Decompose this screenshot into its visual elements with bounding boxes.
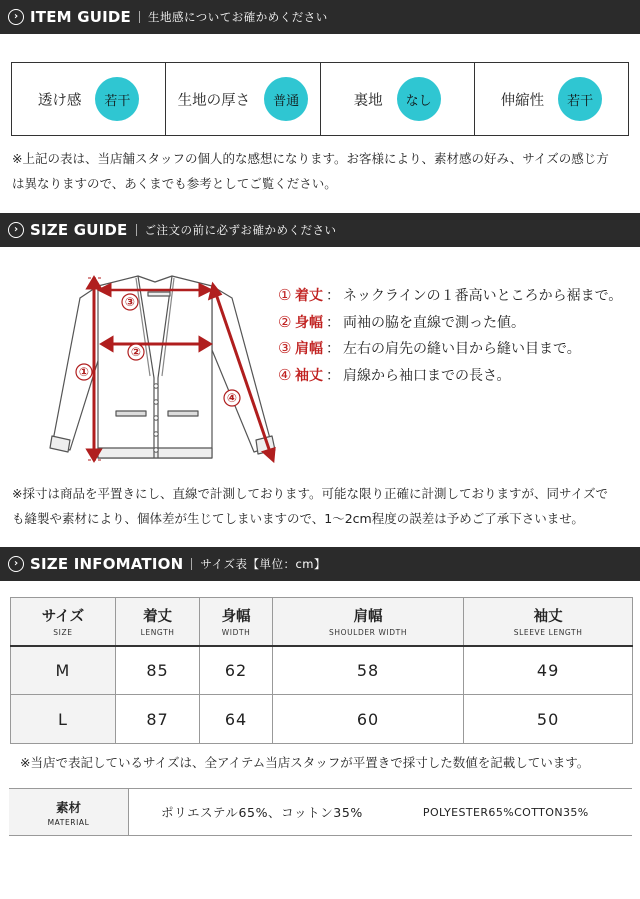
table-cell: 64 [200,695,273,744]
chevron-right-icon: › [8,556,24,572]
column-header: 袖丈 SLEEVE LENGTH [464,598,633,646]
section-title: SIZE INFOMATION [30,555,184,573]
chevron-right-icon: › [8,9,24,25]
table-row [11,695,633,744]
legend-colon: ： [326,341,340,358]
size-info-note: ※当店で表記しているサイズは、全アイテム当店スタッフが平置きで採寸した数値を記載しています。 [20,755,590,770]
table-cell: 49 [464,646,633,695]
material-jp: ポリエステル65%、コットン35% [161,805,363,820]
cardigan-diagram [40,268,290,468]
table-cell: 60 [272,695,463,744]
material-row [9,788,632,836]
legend-row [278,335,622,362]
item-guide-badge: 若干 [95,77,139,121]
column-header: サイズ SIZE [11,598,116,646]
item-guide-cell [475,63,628,135]
material-label-jp: 素材 [55,799,81,815]
marker-1: ① [78,365,90,379]
legend-desc: 左右の肩先の縫い目から縫い目まで。 [343,341,581,358]
legend-number: ② [278,312,292,331]
column-header: 身幅 WIDTH [200,598,273,646]
note-line: ※採寸は商品を平置きにし、直線で計測しております。可能な限り正確に計測しておりますが、同サイズで [12,486,608,501]
section-subtitle: サイズ表【単位：cm】 [200,557,326,571]
material-label-en: MATERIAL [47,817,90,827]
item-guide-label: 透け感 [37,92,82,109]
column-header: 肩幅 SHOULDER WIDTH [272,598,463,646]
legend-row [278,362,622,389]
legend-row [278,309,622,336]
size-guide-note [12,481,632,531]
size-info-header [0,547,640,581]
table-cell: 62 [200,646,273,695]
marker-4: ④ [226,391,238,405]
legend-desc: 両袖の脇を直線で測った値。 [343,314,525,331]
section-title: ITEM GUIDE [30,8,131,26]
divider [191,558,192,570]
material-en: POLYESTER65%COTTON35% [422,805,589,819]
note-line: も縫製や素材により、個体差が生じてしまいますので、1〜2cm程度の誤差は予めご了承下さいませ。 [12,511,584,526]
legend-key: 着丈 [295,288,323,305]
table-row [11,646,633,695]
legend-colon: ： [326,288,340,305]
item-guide-cell [321,63,475,135]
item-guide-table [11,62,629,136]
section-subtitle: 生地感についてお確かめください [147,10,328,24]
size-guide-header [0,213,640,247]
table-cell: 87 [115,695,199,744]
marker-3: ③ [124,295,136,309]
section-subtitle: ご注文の前に必ずお確かめください [144,223,337,237]
legend-key: 身幅 [295,314,323,331]
table-cell: 50 [464,695,633,744]
item-guide-badge: 若干 [558,77,602,121]
legend-desc: 肩線から袖口までの長さ。 [343,367,511,384]
section-title: SIZE GUIDE [30,221,128,239]
marker-2: ② [130,345,142,359]
material-label [9,789,129,835]
legend-number: ③ [278,339,292,358]
divider [139,11,140,23]
item-guide-note [12,146,632,196]
legend-number: ① [278,286,292,305]
item-guide-label: 伸縮性 [500,92,545,109]
item-guide-cell [12,63,166,135]
note-line: は異なりますので、あくまでも参考としてご覧ください。 [12,176,337,191]
note-line: ※上記の表は、当店舗スタッフの個人的な感想になります。お客様により、素材感の好み、サイズの感じ方 [12,151,609,166]
size-guide-legend [278,282,622,388]
table-cell: 58 [272,646,463,695]
item-guide-cell [166,63,320,135]
legend-colon: ： [326,314,340,331]
item-guide-header [0,0,640,34]
chevron-right-icon: › [8,222,24,238]
table-cell: 85 [115,646,199,695]
table-cell: M [11,646,116,695]
table-cell: L [11,695,116,744]
divider [136,224,137,236]
legend-key: 肩幅 [295,341,323,358]
table-header-row [11,598,633,646]
legend-key: 袖丈 [295,367,323,384]
column-header: 着丈 LENGTH [115,598,199,646]
legend-colon: ： [326,367,340,384]
item-guide-label: 裏地 [353,92,383,109]
item-guide-badge: 普通 [264,77,308,121]
size-table [10,597,633,744]
item-guide-badge: なし [397,77,441,121]
legend-number: ④ [278,365,292,384]
item-guide-label: 生地の厚さ [177,92,251,109]
legend-desc: ネックラインの１番高いところから裾まで。 [343,288,623,305]
legend-row [278,282,622,309]
